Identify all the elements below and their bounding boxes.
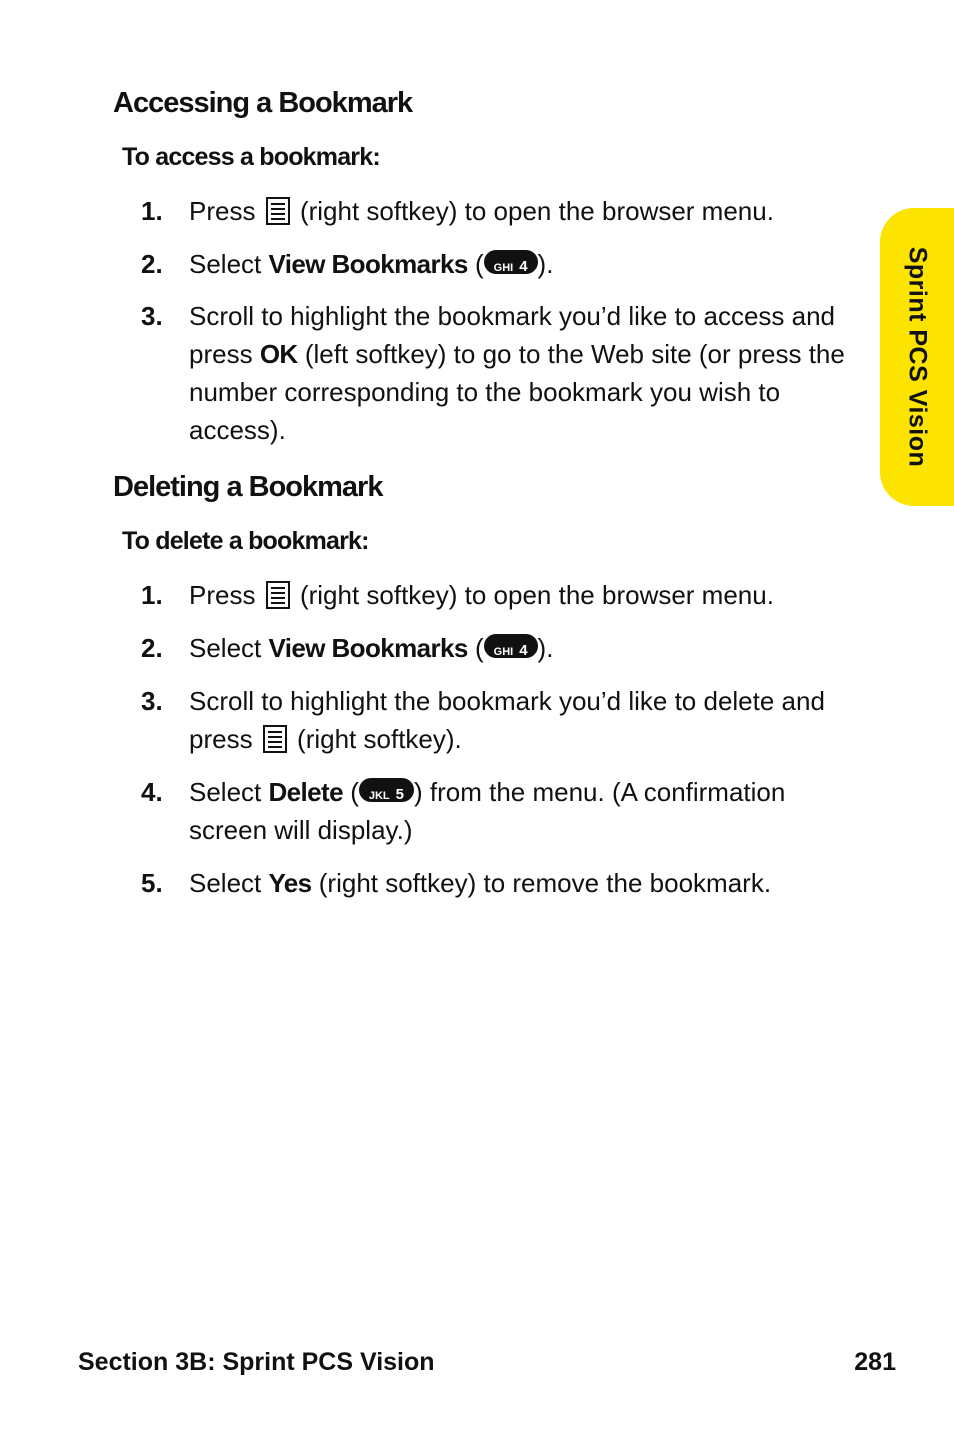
step-text: Press xyxy=(189,196,256,226)
ok-label: OK xyxy=(259,339,298,369)
step-number: 3. xyxy=(141,686,163,716)
step-text: (right softkey) to open the browser menu. xyxy=(299,196,774,226)
step-text: Select xyxy=(189,633,262,663)
jkl-5-key-icon: JKL 5 xyxy=(359,778,414,802)
intro-delete: To delete a bookmark: xyxy=(122,527,369,555)
step-text: (left softkey) to go to the Web site (or press the number corresponding to the bookmark you wish to access). xyxy=(189,339,845,445)
step-text: ) from the menu. (A confirmation screen will display.) xyxy=(189,777,786,845)
menu-option-label: View Bookmarks xyxy=(268,633,468,663)
section-tab-label: Sprint PCS Vision xyxy=(903,246,932,468)
footer-section-title: Section 3B: Sprint PCS Vision xyxy=(78,1348,435,1376)
step-text: Select xyxy=(189,777,262,807)
paren-open: ( xyxy=(350,777,359,807)
paren-open: ( xyxy=(474,633,484,663)
step-number: 1. xyxy=(141,580,163,610)
menu-option-label: View Bookmarks xyxy=(268,249,468,279)
step-text: Select xyxy=(189,249,262,279)
ghi-4-key-icon: GHI 4 xyxy=(484,634,538,658)
paren-close: ). xyxy=(537,249,554,279)
step-text: Select xyxy=(189,868,262,898)
step-number: 4. xyxy=(141,777,163,807)
step-number: 5. xyxy=(141,868,163,898)
yes-label: Yes xyxy=(268,868,312,898)
section-tab xyxy=(880,208,954,506)
menu-icon xyxy=(262,725,288,753)
step-number: 2. xyxy=(141,249,163,279)
step-number: 3. xyxy=(141,301,163,331)
menu-option-label: Delete xyxy=(268,777,343,807)
step-text: (right softkey). xyxy=(297,724,462,754)
step-text: (right softkey) to open the browser menu. xyxy=(299,580,774,610)
menu-icon xyxy=(265,581,291,609)
ghi-4-key-icon: GHI 4 xyxy=(484,250,538,274)
step-number: 2. xyxy=(141,633,163,663)
page-number: 281 xyxy=(854,1348,896,1376)
paren-open: ( xyxy=(474,249,484,279)
step-text: (right softkey) to remove the bookmark. xyxy=(318,868,772,898)
intro-access: To access a bookmark: xyxy=(122,143,380,171)
menu-icon xyxy=(265,197,291,225)
step-text: Scroll to highlight the bookmark you’d like to access and press xyxy=(189,301,836,369)
section-heading-delete: Deleting a Bookmark xyxy=(113,471,383,503)
step-text: Press xyxy=(189,580,256,610)
step-text: Scroll to highlight the bookmark you’d like to delete and press xyxy=(189,686,825,754)
section-heading-access: Accessing a Bookmark xyxy=(113,87,413,119)
paren-close: ). xyxy=(537,633,554,663)
step-number: 1. xyxy=(141,196,163,226)
